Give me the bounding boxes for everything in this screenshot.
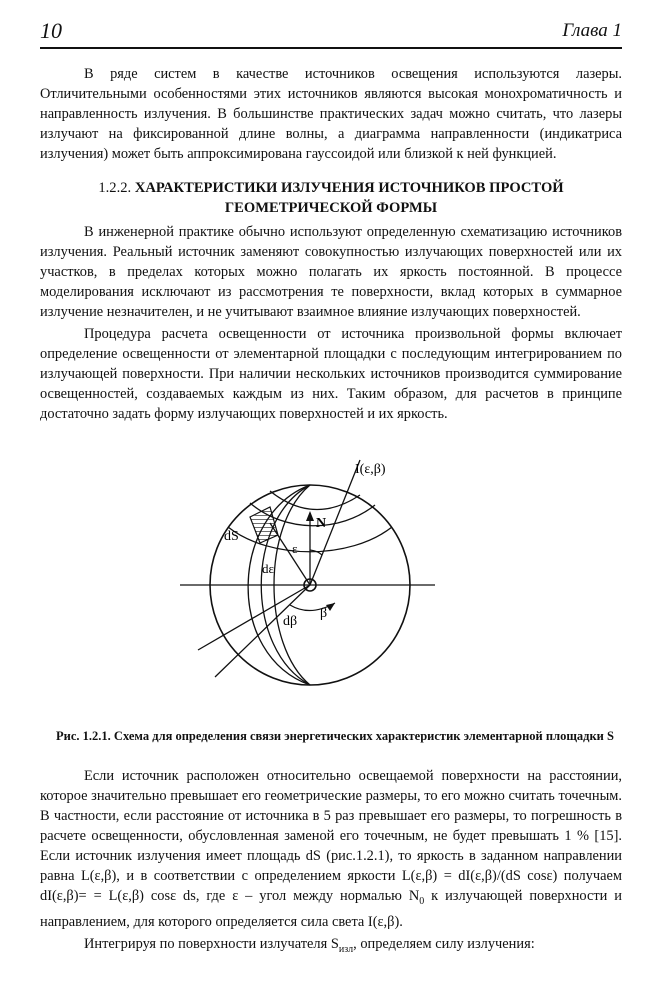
figure-sphere-diagram xyxy=(170,455,460,705)
body-block-1 xyxy=(40,222,622,424)
chapter-title: Глава 1 xyxy=(562,20,622,41)
paragraph-5-end: , определяем силу излучения: xyxy=(353,935,535,952)
label-d-beta: dβ xyxy=(283,614,298,629)
section-title-line1: ХАРАКТЕРИСТИКИ ИЗЛУЧЕНИЯ ИСТОЧНИКОВ ПРОСТОЙ xyxy=(134,180,564,196)
paragraph-5-subscript: изл xyxy=(338,943,354,955)
paragraph-4-subscript: 0 xyxy=(419,895,425,907)
ds-patch xyxy=(250,507,278,543)
label-d-epsilon: dε xyxy=(262,561,274,576)
label-ds: dS xyxy=(224,529,239,544)
paragraph-5 xyxy=(40,934,622,960)
page-number: 10 xyxy=(40,18,62,43)
normal-arrow xyxy=(306,511,314,521)
section-number: 1.2.2. xyxy=(98,180,132,196)
header-rule xyxy=(40,47,622,49)
label-beta: β xyxy=(320,606,328,621)
paragraph-3: Процедура расчета освещенности от источника произвольной формы включает определение освещенности от элементарной площадки с последующим интегрированием по излучающей поверхности. При наличии нескольких источников производится суммирование освещенностей, создаваемых каждым из них. Таким образом, для расчетов в принципе достаточно задать форму излучающих поверхностей и их яркость. xyxy=(40,326,622,422)
epsilon-arc xyxy=(310,550,322,555)
paragraph-4-text: Если источник расположен относительно освещаемой поверхности на расстоянии, которое значительно превышает его геометрические размеры, то его можно считать точечным. В частности, если расстояние от источника в 5 раз превышает его размеры, то погрешность в расчете освещенности, обусловленная заменой его точечным, не будет превышать 1 % [15]. Если источник излучения имеет площадь dS (рис.1.2.1), то яркость в заданном направлении равна L(ε,β), и в соответствии с определением яркости L(ε,β) = dI(ε,β)/(dS cosε) получаем dI(ε,β)= = L(ε,β) cosε ds, где ε – угол между нормалью N xyxy=(40,768,622,904)
paragraph-2: В инженерной практике обычно используют определенную схематизацию источников излучения. Реальный источник заменяют совокупностью излучающих поверхностей или их участков, в пределах которых можно полагать их яркость постоянной. В процессе моделирования исключают из рассмотрения те поверхности, вклад которых в суммарное излучение незначителен, и не учитывают взаимное влияние излучающих поверхностей. xyxy=(40,224,622,320)
intro-block xyxy=(40,64,622,164)
figure-caption xyxy=(50,728,620,744)
ray-lower-2 xyxy=(215,585,310,677)
paragraph-4 xyxy=(40,766,622,932)
section-heading xyxy=(40,178,622,218)
intro-paragraph: В ряде систем в качестве источников освещения используются лазеры. Отличительными особенностями этих источников являются высокая монохроматичность и направленность излучения. В большинстве практических задач можно считать, что лазеры излучают на фиксированной длине волны, а диаграмма направленности (индикатриса излучения) может быть аппроксимирована гауссоидой или близкой к ней функцией. xyxy=(40,66,622,162)
body-block-2 xyxy=(40,766,622,960)
caption-text: Схема для определения связи энергетических характеристик элементарной площадки S xyxy=(113,729,614,743)
section-title-line2: ГЕОМЕТРИЧЕСКОЙ ФОРМЫ xyxy=(224,200,438,216)
label-intensity: I(ε,β) xyxy=(355,462,386,477)
label-normal: N xyxy=(316,516,327,531)
paragraph-5-text: Интегрируя по поверхности излучателя S xyxy=(84,935,339,952)
sphere-diagram-svg xyxy=(170,455,460,705)
label-epsilon: ε xyxy=(292,541,298,556)
beta-arrow xyxy=(326,603,335,611)
paragraph-4-end: к излучающей поверхности и направлением, для которого определяется сила света I(ε,β). xyxy=(40,888,622,930)
page-header xyxy=(40,18,622,48)
caption-label: Рис. 1.2.1. xyxy=(56,729,111,743)
